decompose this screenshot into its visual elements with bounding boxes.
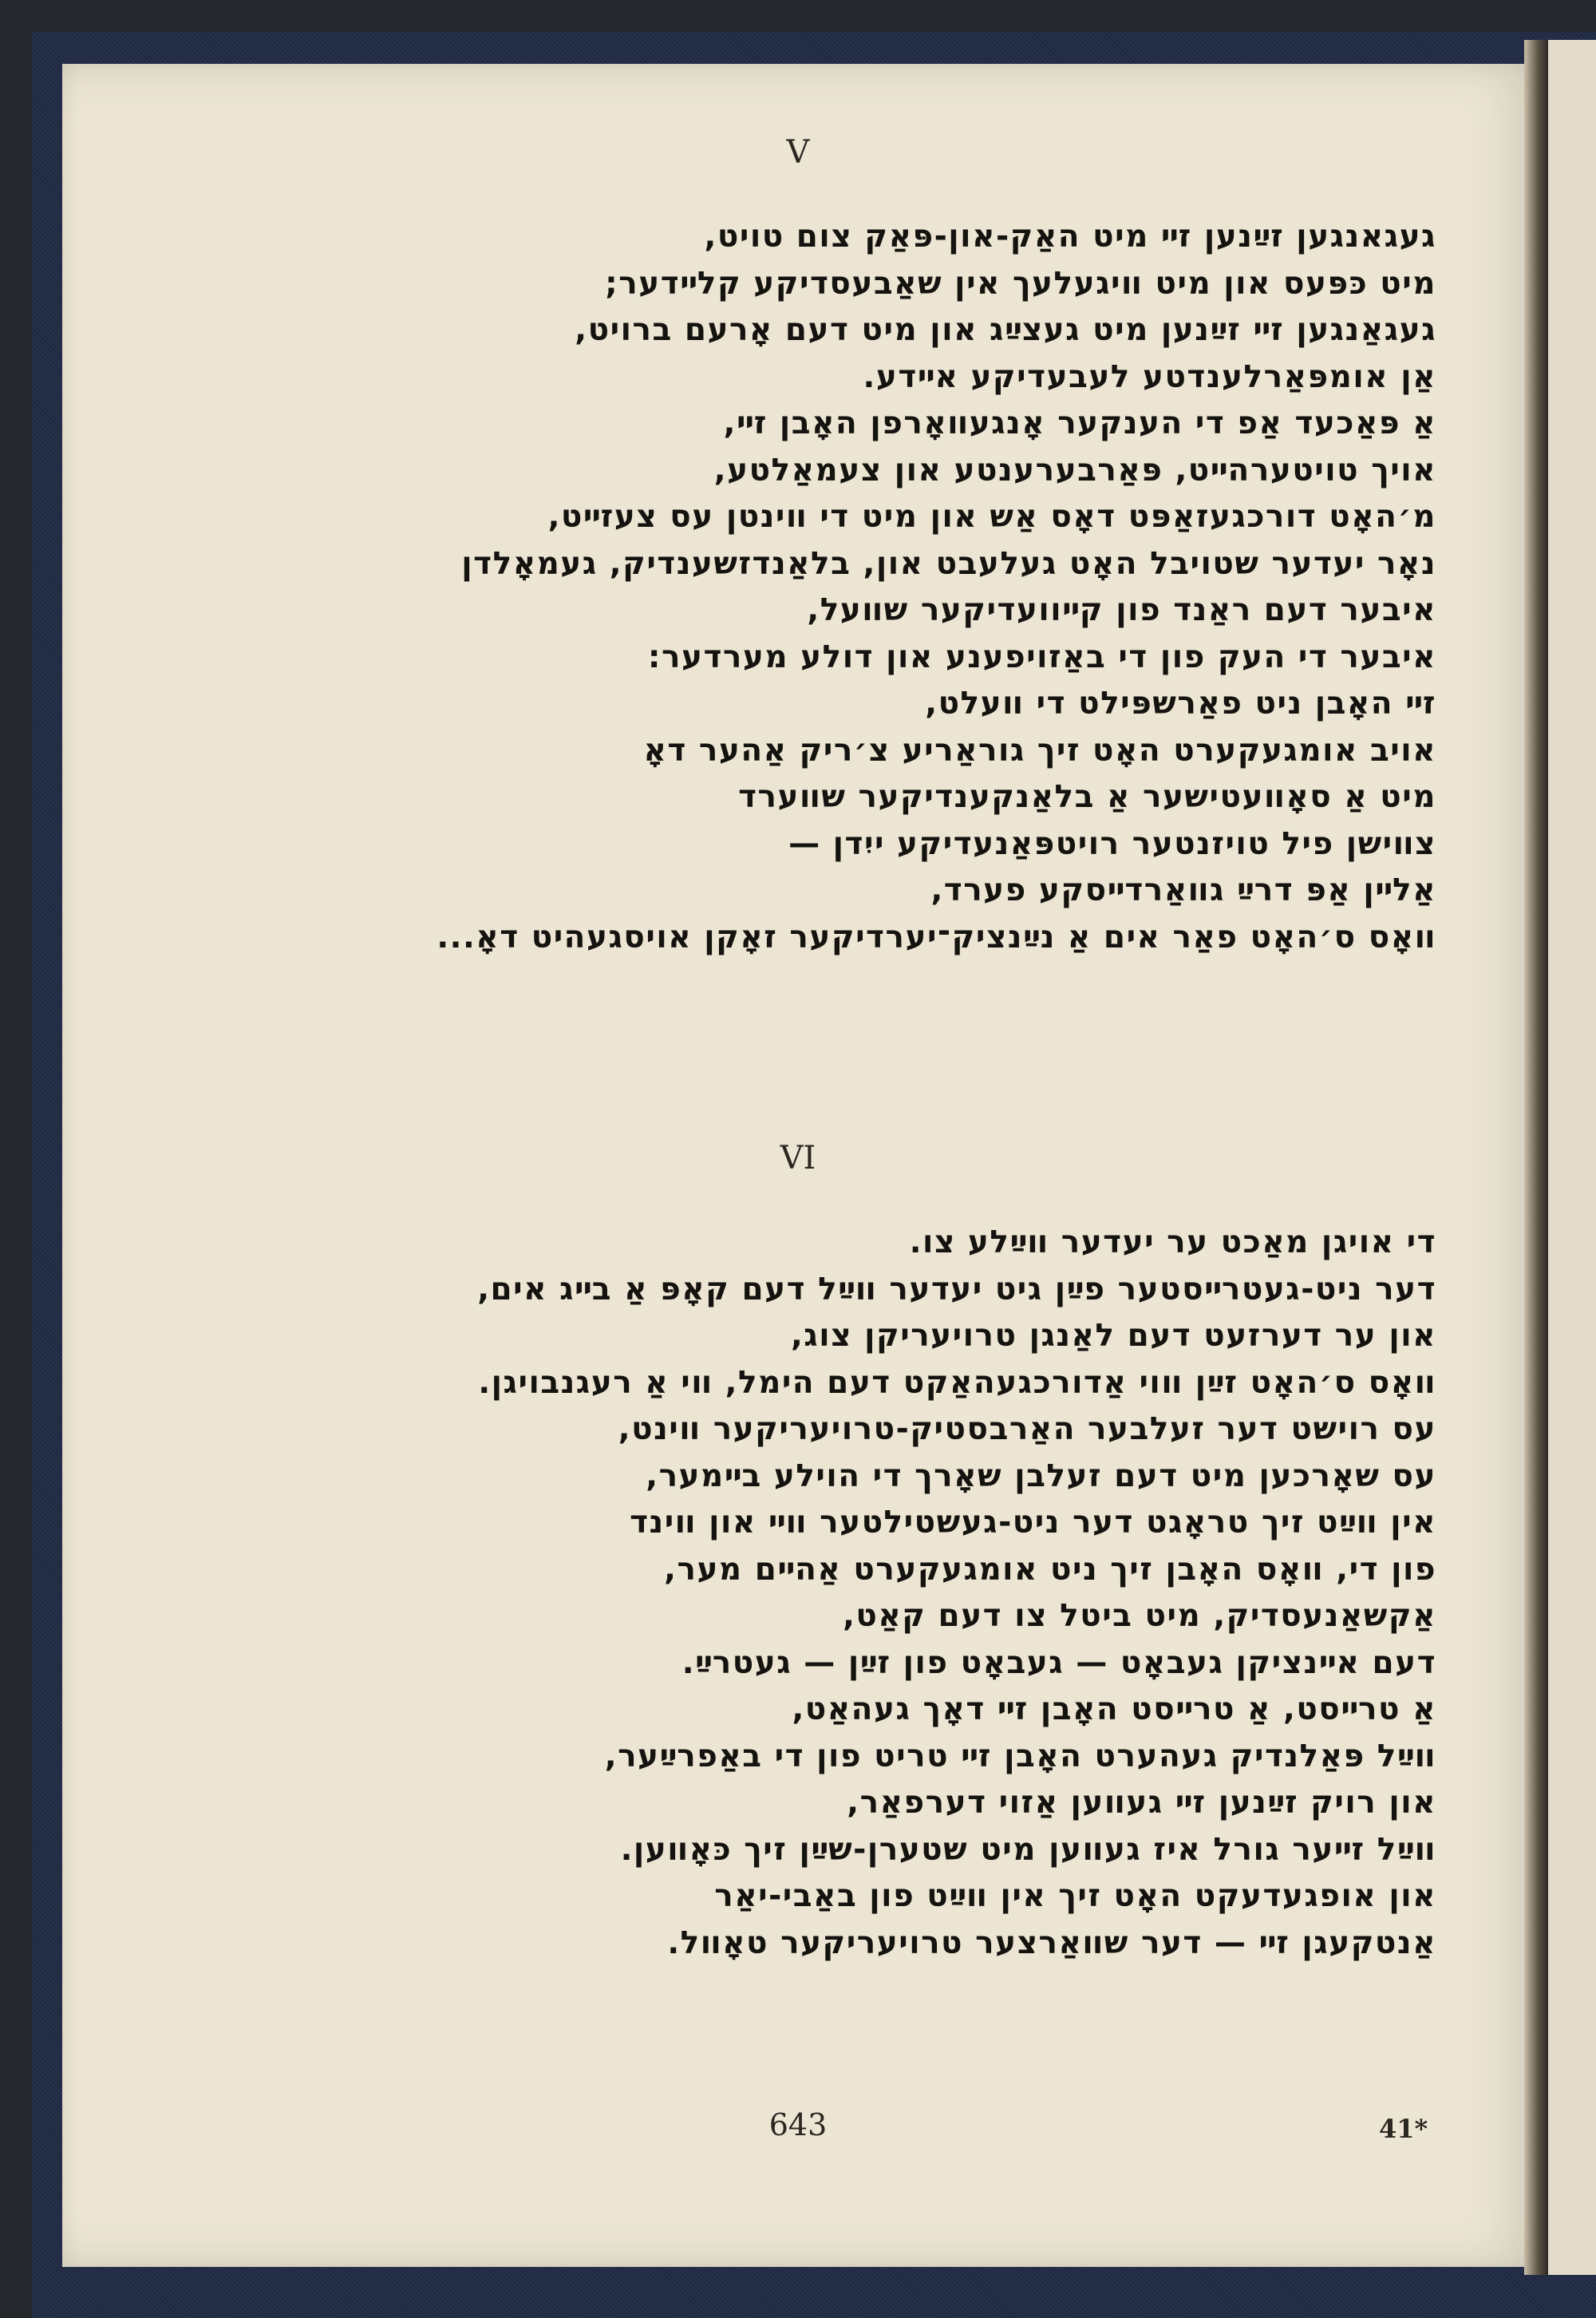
poem-line: די אויגן מאַכט ער יעדער װײַלע צו.	[909, 1224, 1436, 1260]
poem-line: געגאנגען זײַנען זײ מיט האַק-און-פּאַק צום טויט,	[704, 219, 1436, 255]
poem-line: דער ניט-געטרײסטער פײַן גיט יעדער װײַל דעם קאָפּ אַ בײג אים,	[477, 1271, 1436, 1307]
poem-line: מ׳האָט דורכגעזאַפּט דאָס אַש און מיט די װינטן עס צעזײט,	[547, 499, 1436, 535]
poem-line: און רויק זײַנען זײ געװען אַזוי דערפאַר,	[847, 1785, 1436, 1821]
poem-section-vi	[128, 1220, 1436, 1967]
poem-line: דעם אײנציקן געבאָט — געבאָט פון זײַן — געטרײַ.	[681, 1644, 1436, 1681]
poem-line: אויך טויטערהײט, פּאַרבערענטע און צעמאַלטע,	[713, 452, 1436, 489]
poem-line: מיט אַ סאָװעטישער אַ בלאַנקענדיקער שװערד	[738, 779, 1436, 815]
poem-line: זײ האָבן ניט פאַרשפּילט די װעלט,	[925, 686, 1436, 722]
poem-line: און ער דערזעט דעם לאַנגן טרויעריקן צוג,	[790, 1318, 1436, 1354]
poem-line: אַנטקעגן זײ — דער שװאַרצער טרויעריקער טאָװל.	[667, 1924, 1436, 1961]
poem-line: עס שאָרכען מיט דעם זעלבן שאָרך די הוילע בײמער,	[646, 1458, 1436, 1494]
poem-line: פון די, װאָס האָבן זיך ניט אומגעקערט אַהײם מער,	[664, 1551, 1436, 1588]
poem-line: עס רוישט דער זעלבער האַרבסטיק-טרויעריקער װינט,	[618, 1411, 1436, 1447]
poem-line: װײַל פּאַלנדיק געהערט האָבן זײ טריט פון די באַפרײַער,	[604, 1738, 1436, 1774]
signature-mark: 41*	[1379, 2114, 1428, 2144]
poem-line: אַלײן אַפּ דרײַ גװאַרדײסקע פערד,	[930, 872, 1436, 908]
poem-line: אין װײַט זיך טראָגט דער ניט-געשטילטער װײ און װינד	[630, 1505, 1436, 1541]
poem-line: איבער די העק פון די באַזויפענע און דולע מערדער:	[647, 639, 1436, 675]
page-number: 643	[768, 2107, 828, 2142]
poem-line: אַ טרײסט, אַ טרײסט האָבן זײ דאָך געהאַט,	[792, 1691, 1436, 1727]
poem-line: נאָר יעדער שטויבל האָט געלעבט און, בלאַנדזשענדיק, געמאָלדן	[461, 545, 1436, 582]
poem-line: געגאַנגען זײ זײַנען מיט געצײַג און מיט דעם אָרעם ברויט,	[575, 312, 1436, 348]
poem-line: און אופגעדעקט האָט זיך אין װײַט פון באַבי-יאַר	[714, 1878, 1436, 1914]
poem-line: צװישן פיל טויזנטער רויטפּאַנעדיקע ייִדן —	[788, 825, 1436, 862]
poem-line: װאָס ס׳האָט פאַר אים אַ נײַנציק־יערדיקער זאָקן אויסגעהיט דאָ...	[437, 919, 1436, 955]
poem-line: איבער דעם ראַנד פון קײוועדיקער שװעל,	[807, 592, 1436, 628]
poem-line: אַקשאַנעסדיק, מיט ביטל צו דעם קאַט,	[843, 1598, 1436, 1634]
poem-section-v	[128, 214, 1436, 961]
poem-line: װאָס ס׳האָט זײַן װוי אַדורכגעהאַקט דעם הימל, װי אַ רעגנבויגן.	[478, 1364, 1436, 1401]
poem-line: מיט כּפּעס און מיט װיגעלעך אין שאַבעסדיקע קלײדער;	[605, 265, 1436, 302]
poem-line: װײַל זײער גורל איז געװען מיט שטערן-שײַן זיך כּאָװען.	[620, 1831, 1436, 1868]
poem-line: אַן אומפּאַרלענדטע לעבעדיקע אײדע.	[863, 358, 1436, 395]
section-heading-v: V	[786, 134, 810, 171]
poem-line: אויב אומגעקערט האָט זיך גוראַריע צ׳ריק אַהער דאָ	[643, 732, 1436, 769]
poem-line: אַ פּאַכעד אַפ די הענקער אָנגעװאָרפן האָבן זײ,	[723, 405, 1436, 441]
section-heading-vi: VI	[780, 1140, 816, 1177]
